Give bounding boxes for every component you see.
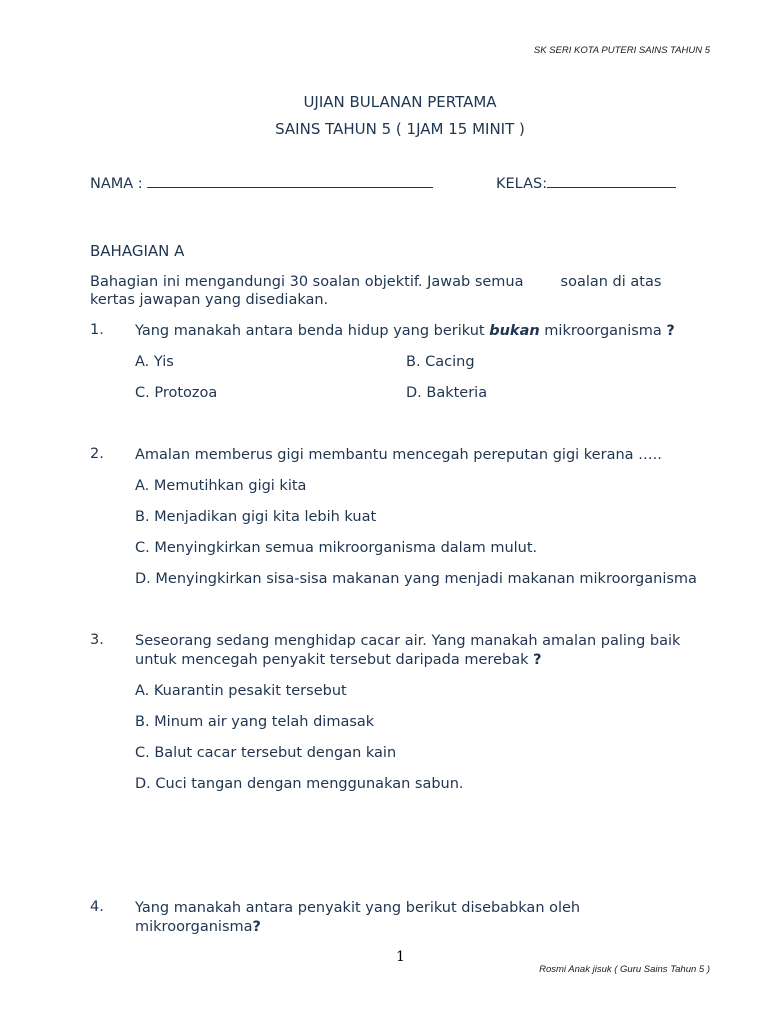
question-3-text-line1: Seseorang sedang menghidap cacar air. Yang manakah amalan paling baik: [135, 633, 681, 649]
question-3-option-b: B. Minum air yang telah dimasak: [135, 714, 375, 730]
question-4-number: 4.: [90, 899, 104, 915]
question-1-option-d: D. Bakteria: [406, 385, 488, 401]
question-3-option-d: D. Cuci tangan dengan menggunakan sabun.: [135, 776, 464, 792]
question-2-number: 2.: [90, 446, 104, 462]
question-4-text: [135, 899, 580, 937]
question-2-option-a: A. Memutihkan gigi kita: [135, 478, 307, 494]
question-4-text-line1: Yang manakah antara penyakit yang berikut disebabkan oleh: [135, 900, 581, 916]
header-note: SK SERI KOTA PUTERI SAINS TAHUN 5: [533, 45, 710, 56]
question-2-text: Amalan memberus gigi membantu mencegah pereputan gigi kerana …..: [135, 447, 662, 463]
question-3-mark: ?: [533, 652, 542, 668]
instructions-line2: kertas jawapan yang disediakan.: [90, 292, 329, 308]
exam-title: UJIAN BULANAN PERTAMA: [303, 93, 497, 111]
nama-label: NAMA :: [90, 176, 143, 192]
page-number: 1: [396, 949, 405, 965]
question-1-option-c: C. Protozoa: [135, 385, 218, 401]
question-1-option-b: B. Cacing: [406, 354, 475, 370]
question-3-text-line2: untuk mencegah penyakit tersebut daripada merebak: [135, 652, 529, 668]
question-3-option-c: C. Balut cacar tersebut dengan kain: [135, 745, 397, 761]
kelas-field: [496, 175, 676, 192]
nama-field: [90, 175, 433, 192]
question-4-text-line2: mikroorganisma: [135, 919, 253, 935]
question-3-number: 3.: [90, 632, 104, 648]
question-1-number: 1.: [90, 322, 104, 338]
exam-subtitle: SAINS TAHUN 5 ( 1JAM 15 MINIT ): [275, 120, 525, 138]
question-2-option-d: D. Menyingkirkan sisa-sisa makanan yang menjadi makanan mikroorganisma: [135, 571, 697, 587]
footer-note: Rosmi Anak jisuk ( Guru Sains Tahun 5 ): [539, 964, 710, 975]
question-1-text: [135, 322, 675, 341]
section-title: BAHAGIAN A: [90, 242, 185, 260]
kelas-blank-line[interactable]: [547, 175, 676, 188]
nama-blank-line[interactable]: [147, 175, 433, 188]
question-1-option-a: A. Yis: [135, 354, 174, 370]
question-1-text-before: Yang manakah antara benda hidup yang berikut: [135, 323, 485, 339]
question-1-emphasis: bukan: [489, 323, 540, 339]
question-2-option-c: C. Menyingkirkan semua mikroorganisma dalam mulut.: [135, 540, 538, 556]
instructions: [90, 273, 661, 309]
question-4-mark: ?: [252, 919, 261, 935]
question-3-text: [135, 632, 680, 670]
kelas-label: KELAS:: [496, 176, 548, 192]
question-3-option-a: A. Kuarantin pesakit tersebut: [135, 683, 347, 699]
instructions-line1-end: soalan di atas: [560, 274, 662, 290]
question-2-option-b: B. Menjadikan gigi kita lebih kuat: [135, 509, 377, 525]
question-1-text-after: mikroorganisma: [544, 323, 662, 339]
instructions-line1: Bahagian ini mengandungi 30 soalan objektif. Jawab semua: [90, 274, 524, 290]
question-1-mark: ?: [666, 323, 675, 339]
